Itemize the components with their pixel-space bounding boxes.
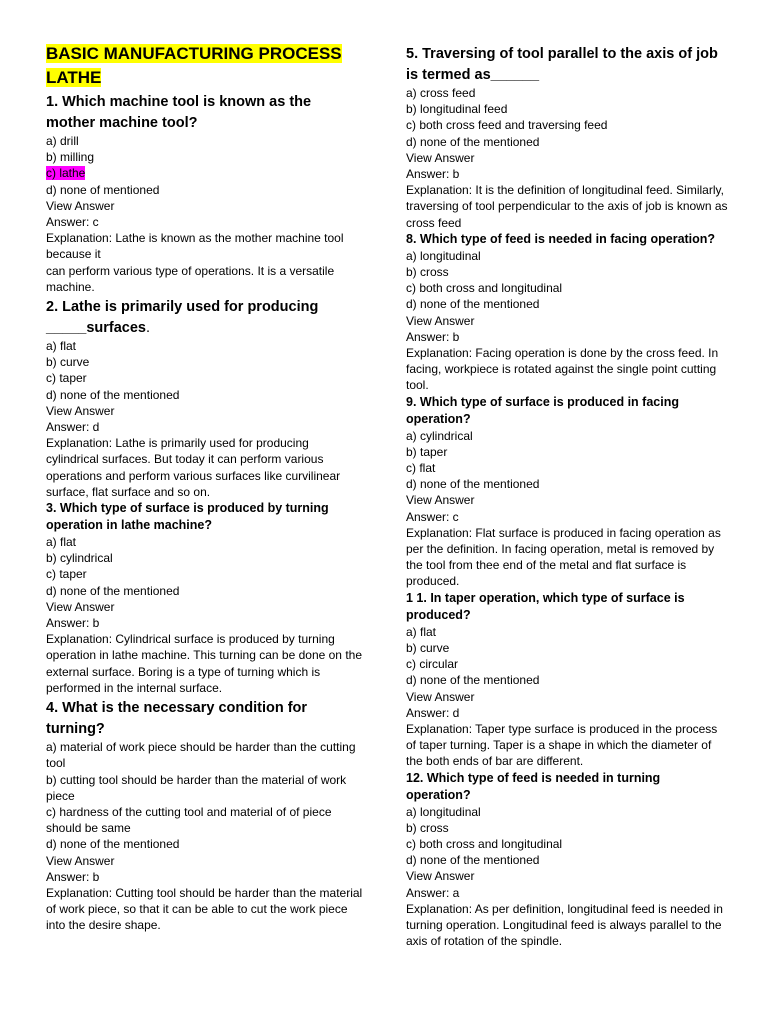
explanation-text: Explanation: Facing operation is done by the cross feed. In facing, workpiece is rotated against the single point cutting tool. — [406, 346, 719, 393]
answer-text: Answer: b — [46, 869, 100, 884]
view-answer-link[interactable]: View Answer — [46, 853, 115, 868]
explanation-text: Explanation: Cylindrical surface is produced by turning operation in lathe machine. This turning can be done on the external surface. Boring is a type of turning which is performed in the internal surface. — [46, 632, 362, 695]
option: b) cylindrical — [46, 551, 113, 566]
question-block-9 — [406, 394, 728, 590]
question-block-4 — [46, 698, 364, 933]
question-tail: . — [145, 319, 151, 336]
option: d) none of the mentioned — [406, 853, 540, 868]
explanation-text: can perform various type of operations. It is a versatile machine. — [46, 263, 335, 294]
question-block-3 — [46, 500, 364, 696]
explanation-text: Explanation: Lathe is primarily used for producing cylindrical surfaces. But today it can perform various operations and perform various surfaces like curvilinear surface, flat surface and so on. — [46, 436, 341, 499]
option: b) cross — [406, 265, 449, 280]
option: d) none of the mentioned — [46, 387, 180, 402]
option: a) longitudinal — [406, 248, 481, 263]
question-text: 1. Which machine tool is known as the mother machine tool? — [46, 94, 312, 131]
page-title — [46, 42, 364, 66]
option: b) taper — [406, 444, 448, 459]
explanation-text: Explanation: Taper type surface is produced in the process of taper turning. Taper is a shape in which the diameter of the both ends of bar are different. — [406, 721, 718, 769]
question-text: 12. Which type of feed is needed in turning operation? — [406, 770, 661, 802]
option: b) milling — [46, 150, 95, 165]
question-text: 1 1. In taper operation, which type of surface is produced? — [406, 590, 685, 622]
option: b) longitudinal feed — [406, 102, 508, 117]
option: b) cross — [406, 820, 449, 835]
option: a) material of work piece should be harder than the cutting tool — [46, 740, 356, 771]
option: d) none of the mentioned — [406, 673, 540, 688]
option: c) circular — [406, 657, 459, 672]
answer-text: Answer: b — [406, 329, 460, 344]
option: d) none of the mentioned — [46, 583, 180, 598]
answer-text: Answer: c — [406, 509, 459, 524]
question-block-8 — [406, 231, 728, 394]
question-block-1 — [46, 92, 364, 295]
option: d) none of the mentioned — [406, 134, 540, 149]
option: a) flat — [46, 535, 77, 550]
option: b) curve — [406, 640, 450, 655]
option: a) flat — [406, 624, 437, 639]
question-text: 5. Traversing of tool parallel to the axis of job is termed as______ — [406, 46, 718, 83]
view-answer-link[interactable]: View Answer — [46, 198, 115, 213]
option: c) taper — [46, 371, 87, 386]
answer-text: Answer: b — [406, 167, 460, 182]
option: d) none of the mentioned — [406, 477, 540, 492]
option: d) none of mentioned — [46, 182, 160, 197]
left-column — [46, 42, 364, 934]
option: a) flat — [46, 339, 77, 354]
view-answer-link[interactable]: View Answer — [406, 150, 475, 165]
option: a) cross feed — [406, 86, 476, 100]
view-answer-link[interactable]: View Answer — [46, 403, 115, 418]
question-text: 3. Which type of surface is produced by turning operation in lathe machine? — [46, 501, 329, 533]
explanation-text: Explanation: Lathe is known as the mother machine tool because it — [46, 231, 344, 262]
view-answer-link[interactable]: View Answer — [406, 313, 475, 328]
option: c) both cross feed and traversing feed — [406, 118, 608, 133]
option: c) flat — [406, 461, 436, 476]
answer-text: Answer: b — [46, 616, 100, 631]
option: b) curve — [46, 355, 90, 370]
option: a) longitudinal — [406, 804, 481, 819]
answer-text: Answer: d — [46, 420, 100, 435]
option-highlighted: c) lathe — [46, 166, 86, 181]
question-text: 4. What is the necessary condition for turning? — [46, 700, 308, 737]
option: a) drill — [46, 134, 79, 148]
view-answer-link[interactable]: View Answer — [406, 689, 475, 704]
explanation-text: Explanation: Cutting tool should be harder than the material of work piece, so that it can be able to cut the work piece into the desire shape. — [46, 885, 363, 933]
explanation-text: Explanation: Flat surface is produced in facing operation as per the definition. In facing operation, metal is removed by the tool from thee end of the metal and flat surface is produced. — [406, 525, 721, 589]
option: d) none of the mentioned — [46, 837, 180, 852]
question-block-2 — [46, 297, 364, 500]
right-column — [406, 42, 728, 949]
answer-text: Answer: d — [406, 705, 460, 720]
view-answer-link[interactable]: View Answer — [406, 493, 475, 508]
option: a) cylindrical — [406, 428, 473, 443]
title-line-1: BASIC MANUFACTURING PROCESS — [46, 44, 342, 63]
explanation-text: Explanation: As per definition, longitudinal feed is needed in turning operation. Longitudinal feed is always parallel to the axis of rotation of the spindle. — [406, 901, 723, 949]
question-text: 8. Which type of feed is needed in facing operation? — [406, 231, 716, 246]
question-block-12 — [406, 770, 728, 950]
answer-text: Answer: c — [46, 215, 99, 230]
title-line-2: LATHE — [46, 68, 102, 87]
question-block-11 — [406, 590, 728, 770]
question-text: 9. Which type of surface is produced in facing operation? — [406, 394, 679, 426]
page-subtitle — [46, 66, 364, 90]
view-answer-link[interactable]: View Answer — [46, 599, 115, 614]
option: c) both cross and longitudinal — [406, 836, 563, 851]
question-text — [46, 297, 364, 338]
explanation-text: Explanation: It is the definition of longitudinal feed. Similarly, traversing of tool perpendicular to the axis of job is known as cross feed — [406, 183, 728, 230]
option: c) taper — [46, 567, 87, 582]
question-block-5 — [406, 44, 728, 231]
question-main: 2. Lathe is primarily used for producing _____surfaces — [46, 299, 319, 336]
answer-text: Answer: a — [406, 885, 460, 900]
view-answer-link[interactable]: View Answer — [406, 869, 475, 884]
option: d) none of the mentioned — [406, 297, 540, 312]
option: c) both cross and longitudinal — [406, 281, 563, 296]
option: b) cutting tool should be harder than the material of work piece — [46, 772, 347, 803]
option: c) hardness of the cutting tool and material of of piece should be same — [46, 804, 332, 836]
